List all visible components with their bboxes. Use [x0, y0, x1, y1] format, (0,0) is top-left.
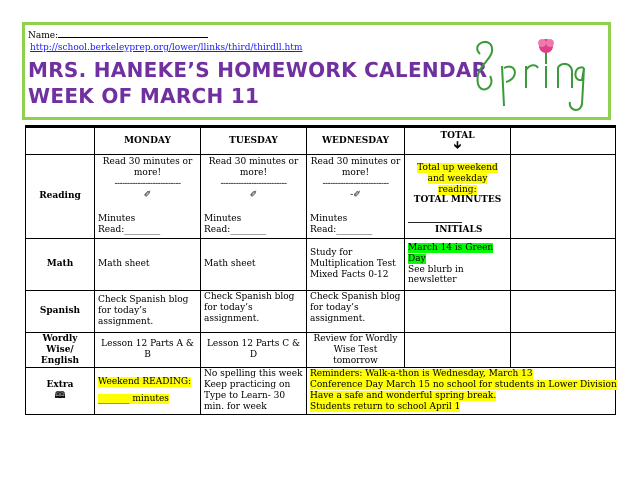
- reading-empty: [511, 155, 616, 239]
- reminder-conference: Conference Day March 15 no school for students in Lower Division: [310, 380, 617, 391]
- weekend-minutes: _______ minutes: [98, 393, 169, 404]
- spanish-tuesday: Check Spanish blog for today’s assignment.: [201, 291, 307, 333]
- row-label-wordly: Wordly Wise/ English: [26, 333, 95, 368]
- down-arrow-icon: 🡳: [453, 140, 462, 152]
- extra-label: Extra: [46, 380, 74, 391]
- reading-divider: --------------------------: [114, 178, 181, 189]
- green-day-note: March 14 is Green Day: [408, 242, 494, 264]
- math-total: [405, 239, 511, 291]
- reading-instruction: Read 30 minutes or more!: [102, 157, 193, 178]
- reading-instruction: Read 30 minutes or more!: [208, 157, 299, 178]
- extra-tuesday: No spelling this week Keep practicing on Type to Learn- 30 min. for week: [201, 368, 307, 414]
- extra-reminders: [307, 368, 616, 414]
- name-label: Name:: [28, 31, 59, 41]
- table-row: [26, 239, 616, 291]
- wordly-wednesday: Review for Wordly Wise Test tomorrow: [307, 333, 405, 368]
- header-blank: [26, 127, 95, 155]
- extra-monday: [95, 368, 201, 414]
- newsletter-note: See blurb in newsletter: [408, 264, 464, 286]
- spring-logo: [460, 26, 590, 118]
- row-label-extra: [26, 368, 95, 414]
- reading-instruction: Read 30 minutes or more!: [310, 157, 401, 178]
- minutes-label: Minutes: [98, 214, 136, 225]
- spanish-empty: [511, 291, 616, 333]
- header-tuesday: TUESDAY: [201, 127, 307, 155]
- math-empty: [511, 239, 616, 291]
- reading-divider: --------------------------: [322, 178, 389, 189]
- math-tuesday: Math sheet: [201, 239, 307, 291]
- total-blank: ______: [408, 214, 435, 225]
- wordly-total: [405, 333, 511, 368]
- header-empty: [511, 127, 616, 155]
- spanish-wednesday: Check Spanish blog for today’s assignment.: [307, 291, 405, 333]
- reading-total[interactable]: [405, 155, 511, 239]
- row-label-reading: Reading: [26, 155, 95, 239]
- spanish-total: [405, 291, 511, 333]
- total-minutes-label: TOTAL MINUTES: [413, 195, 502, 206]
- total-reading-text: Total up weekend and weekday reading:: [417, 163, 498, 195]
- pencil-icon: ✐: [143, 189, 152, 200]
- table-row: [26, 368, 616, 414]
- row-label-math: Math: [26, 239, 95, 291]
- reminder-return: Students return to school April 1: [310, 401, 461, 412]
- header-total: TOTAL 🡳: [405, 127, 511, 155]
- class-url-link[interactable]: http://school.berkeleyprep.org/lower/llinks/third/thirdll.htm: [30, 43, 303, 53]
- name-line: [28, 29, 208, 41]
- reminder-walkathon: Reminders: Walk-a-thon is Wednesday, March 13: [310, 369, 533, 380]
- minutes-label: Minutes: [204, 214, 242, 225]
- math-wednesday: Study for Multiplication Test Mixed Facts 0-12: [307, 239, 405, 291]
- reading-tuesday[interactable]: [201, 155, 307, 239]
- table-row: [26, 291, 616, 333]
- book-icon: 🕮: [54, 390, 66, 401]
- read-blank: Read:________: [98, 225, 161, 236]
- reading-monday[interactable]: [95, 155, 201, 239]
- page-title: MRS. HANEKE’S HOMEWORK CALENDAR: [28, 58, 488, 82]
- homework-table: [25, 125, 616, 415]
- header-monday: MONDAY: [95, 127, 201, 155]
- read-blank: Read:________: [204, 225, 267, 236]
- read-blank: Read:________: [310, 225, 373, 236]
- table-row: [26, 155, 616, 239]
- math-monday: Math sheet: [95, 239, 201, 291]
- name-blank[interactable]: [58, 29, 208, 38]
- weekend-reading: Weekend READING:: [98, 377, 192, 388]
- pencil-icon: ✐: [249, 189, 258, 200]
- reading-divider: --------------------------: [220, 178, 287, 189]
- minutes-label: Minutes: [310, 214, 348, 225]
- wordly-monday: Lesson 12 Parts A & B: [95, 333, 201, 368]
- spanish-monday: Check Spanish blog for today’s assignment.: [95, 291, 201, 333]
- wordly-empty: [511, 333, 616, 368]
- page-subtitle: WEEK OF MARCH 11: [28, 84, 260, 108]
- row-label-spanish: Spanish: [26, 291, 95, 333]
- pencil-icon: -✐: [350, 189, 361, 200]
- header-wednesday: WEDNESDAY: [307, 127, 405, 155]
- reading-wednesday[interactable]: [307, 155, 405, 239]
- header-row: [26, 127, 616, 155]
- initials-label: ______ INITIALS: [435, 214, 483, 235]
- reminder-spring-break: Have a safe and wonderful spring break.: [310, 390, 497, 401]
- wordly-tuesday: Lesson 12 Parts C & D: [201, 333, 307, 368]
- table-row: [26, 333, 616, 368]
